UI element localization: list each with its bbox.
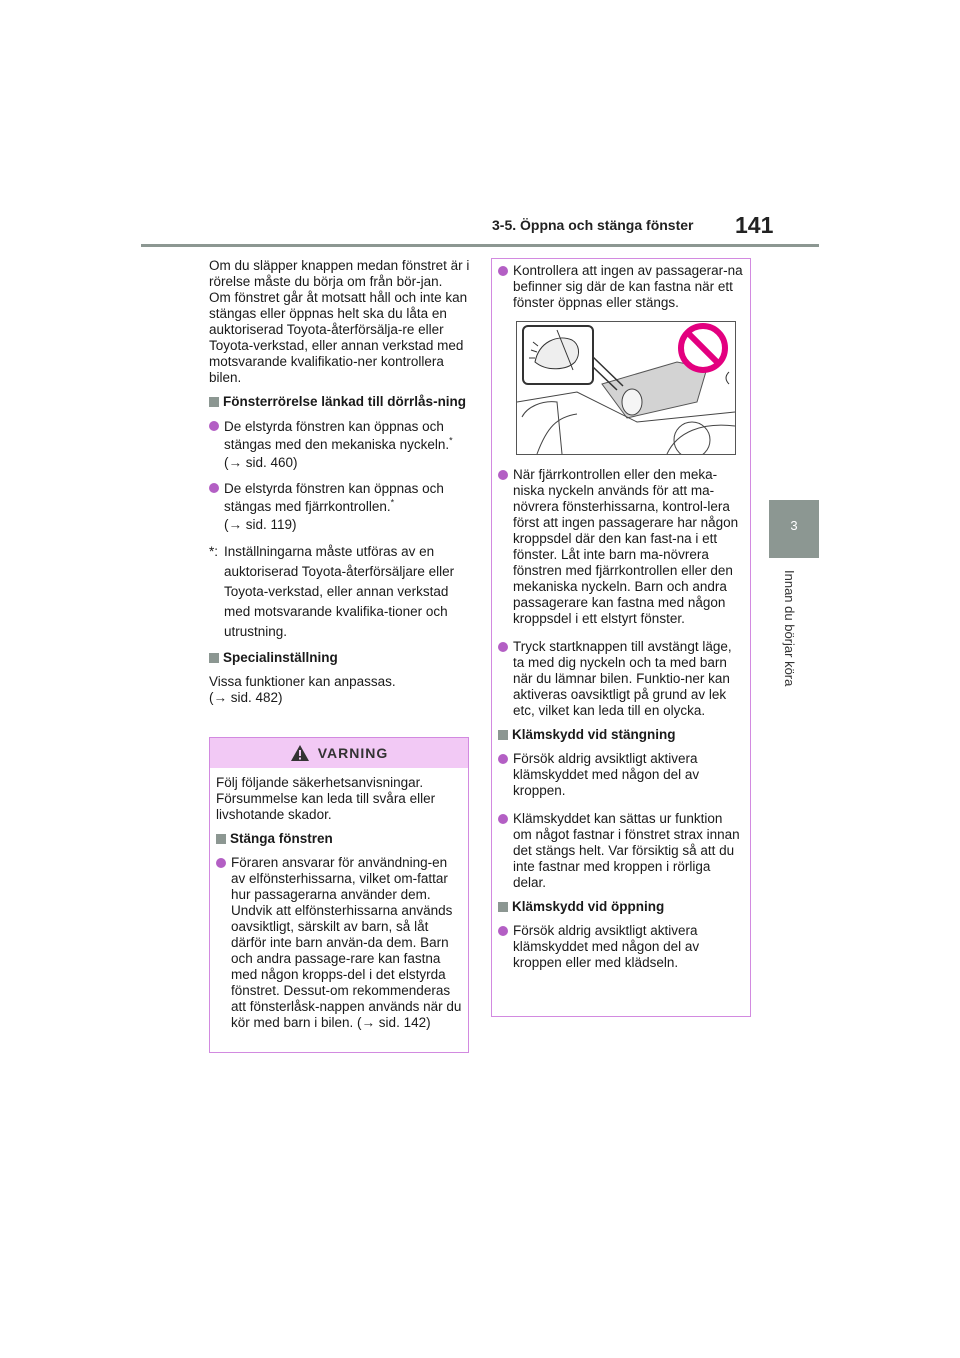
list-item (209, 418, 471, 472)
chapter-tab[interactable] (769, 500, 819, 558)
bullet-icon (498, 642, 508, 652)
bullet-icon (498, 266, 508, 276)
list-item (498, 811, 744, 891)
warning-intro: Följ följande säkerhetsanvisningar. Försummelse kan leda till svåra eller livshotande skador. (216, 775, 436, 822)
paragraph: Om fönstret går åt motsatt håll och inte kan stängas eller öppnas helt ska du låta en auktoriserad Toyota-återförsälja-re eller Toyota-verkstad, eller annan verkstad med motsvarande kvalifikatio-ner kontrollera bilen. (209, 290, 468, 385)
subheading (498, 727, 744, 743)
list-item-text: Kontrollera att ingen av passagerar-na befinner sig där de kan fastna när ett fönster öppnas eller stängs. (513, 263, 743, 310)
footnote-mark: * (390, 497, 395, 508)
list-item-text: Försök aldrig avsiktligt aktivera klämskyddet med någon del av kroppen. (513, 751, 700, 798)
subheading (209, 394, 471, 410)
list-item (498, 923, 744, 971)
list-item-text: När fjärrkontrollen eller den meka-niska nyckeln används för att ma-növrera fönsterhissarna, kontrol-lera först att ingen passagerare har någon kroppsdel där den kan fast-na i ett fönster. Låt inte barn ma-növrera fönstren med fjärrkontrollen eller den mekaniska nyckeln. Barn och andra passagerare kan fastna med någon kroppsdel i ett elstyrt fönster. (513, 467, 739, 626)
footnote-text: Inställningarna måste utföras av en auktoriserad Toyota-återförsäljare eller Toyota-verkstad, eller annan verkstad med motsvarande kvalifika-tioner och utrustning. (224, 544, 455, 639)
list-item-text: Klämskyddet kan sättas ur funktion om något fastnar i fönstret strax innan det stängs helt. Var försiktig så att du inte fastnar med kroppen i rörliga delar. (513, 811, 740, 890)
list-item (498, 467, 744, 627)
illustration-window-pinch (516, 321, 736, 455)
subheading-text: Klämskydd vid öppning (512, 899, 665, 914)
chapter-number: 3 (790, 518, 798, 533)
bullet-icon (498, 926, 508, 936)
warning-continued-box (491, 258, 751, 1017)
page-reference[interactable]: (→ sid. 119) (224, 517, 297, 532)
left-column (209, 258, 471, 714)
list-item (498, 263, 744, 311)
square-bullet-icon (498, 730, 508, 740)
list-item-text: Tryck startknappen till avstängt läge, ta med dig nyckeln och ta med barn när du lämnar bilen. Funktio-ner kan aktiveras oavsiktligt på grund av lek etc, vilket kan leda till en olycka. (513, 639, 732, 718)
bullet-icon (498, 470, 508, 480)
warning-title: VARNING (317, 745, 389, 761)
list-item-text: De elstyrda fönstren kan öppnas och stängas med den mekaniska nyckeln. (224, 419, 450, 452)
bullet-icon (209, 483, 219, 493)
chapter-title: Innan du börjar köra (782, 570, 797, 687)
header-divider (141, 244, 819, 247)
page-reference[interactable]: (→ sid. 460) (224, 455, 298, 470)
list-item (498, 751, 744, 799)
list-item-text: De elstyrda fönstren kan öppnas och stängas med fjärrkontrollen. (224, 481, 444, 514)
paragraph: Vissa funktioner kan anpassas. (209, 674, 396, 689)
subheading-text: Specialinställning (223, 650, 338, 665)
subheading (498, 899, 744, 915)
bullet-icon (209, 421, 219, 431)
list-item (498, 639, 744, 719)
square-bullet-icon (209, 397, 219, 407)
subheading (209, 650, 471, 666)
chapter-side-title (768, 570, 820, 730)
square-bullet-icon (209, 653, 219, 663)
page-number: 141 (735, 212, 774, 238)
footnote-mark: * (449, 435, 453, 446)
footnote-marker: *: (209, 544, 219, 559)
bullet-icon (498, 754, 508, 764)
subheading-text: Stänga fönstren (230, 831, 333, 846)
footnote (209, 542, 471, 642)
list-item (209, 480, 471, 534)
square-bullet-icon (216, 834, 226, 844)
list-item-text: Försök aldrig avsiktligt aktivera klämskyddet med någon del av kroppen eller med klädseln. (513, 923, 700, 970)
warning-header (210, 738, 468, 768)
paragraph: Om du släpper knappen medan fönstret är i rörelse måste du börja om från bör-jan. (209, 258, 470, 289)
list-item (216, 855, 462, 1031)
car-window-illustration (517, 322, 735, 454)
list-item-text: Föraren ansvarar för användning-en av elfönsterhissarna, vilket om-fattar hur passagerarna använder dem. Undvik att elfönsterhissarna används oavsiktligt, särskilt av barn, så låt därför inte barn använ-da dem. Barn och andra passage-rare kan fastna med någon kropps-del i det elstyrda fönstret. Dessut-om rekommenderas att fönsterlåsk-nappen används när du kör med barn i bilen. (→ sid. 142) (231, 855, 462, 1030)
subheading-text: Fönsterrörelse länkad till dörrlås-ning (223, 394, 467, 409)
square-bullet-icon (498, 902, 508, 912)
bullet-icon (216, 858, 226, 868)
warning-box (209, 737, 469, 1053)
subheading-text: Klämskydd vid stängning (512, 727, 676, 742)
page-reference[interactable]: (→ sid. 482) (209, 690, 283, 705)
subheading (216, 831, 462, 847)
warning-triangle-icon (290, 744, 310, 762)
bullet-icon (498, 814, 508, 824)
section-title: 3-5. Öppna och stänga fönster (492, 217, 694, 233)
